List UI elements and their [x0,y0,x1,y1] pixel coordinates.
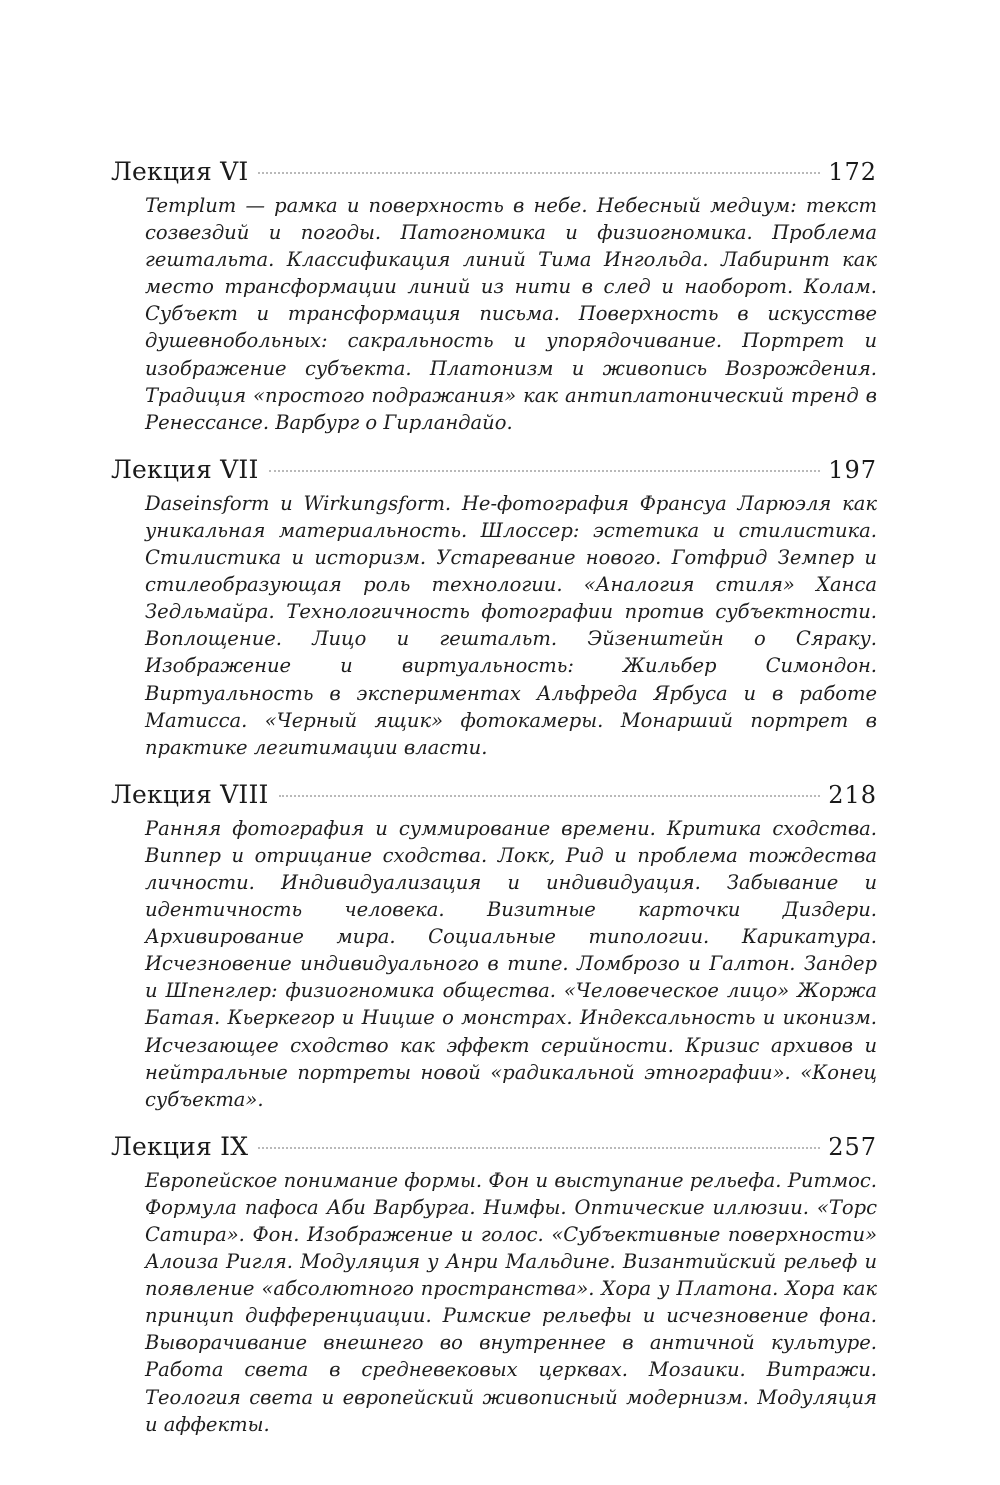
dot-leader [279,795,821,797]
lecture-title: Лекция IX [111,1131,249,1161]
lecture-title: Лекция VI [111,157,249,186]
lecture-title: Лекция VIII [111,779,269,809]
toc-entry-lecture-8 [111,775,877,1113]
table-of-contents [111,152,877,1452]
dot-leader [258,172,820,174]
lecture-summary: Daseinsform и Wirkungsform. Не-фотография Франсуа Ларюэля как уникальная материальность. Шлоссер: эстетика и стилистика. Стилистика и историзм. Устаревание нового. Готфрид Земпер и стилеобразующая роль технологии. «Аналогия стиля» Ханса Зедльмайра. Технологичность фотографии против субъектности. Воплощение. Лицо и гештальт. Эйзенштейн о Сяраку. Изображение и виртуальность: Жильбер Симондон. Виртуальность в экспериментах Альфреда Ярбуса и в работе Матисса. «Черный ящик» фотокамеры. Монарший портрет в практике легитимации власти. [145,491,877,759]
toc-entry-lecture-7 [111,450,877,761]
toc-entry-lecture-6 [111,152,877,436]
toc-entry-heading [111,450,877,490]
toc-entry-lecture-9 [111,1127,877,1438]
lecture-summary: Европейское понимание формы. Фон и выступание рельефа. Ритмос. Формула пафоса Аби Варбурга. Нимфы. Оптические иллюзии. «Торс Сатира». Фон. Изображение и голос. «Субъективные поверхности» Алоиза Ригля. Модуляция у Анри Мальдине. Византийский рельеф и появление «абсолютного пространства». Хора у Платона. Хора как принцип дифференциации. Римские рельефы и исчезновение фона. Выворачивание внешнего во внутреннее в античной культуре. Работа света в средневековых церквах. Мозаики. Витражи. Теология света и европейский живописный модернизм. Модуляция и аффекты. [145,1168,877,1436]
dot-leader [258,1147,820,1149]
page-number: 172 [828,158,877,186]
lecture-summary: Templum — рамка и поверхность в небе. Небесный медиум: текст созвездий и погоды. Патогномика и физиогномика. Проблема гештальта. Классификация линий Тима Ингольда. Лабиринт как место трансформации линий из нити в след и наоборот. Колам. Субъект и трансформация письма. Поверхность в искусстве душевнобольных: сакральность и упорядочивание. Портрет и изображение субъекта. Платонизм и живопись Возрождения. Традиция «простого подражания» как антиплатонический тренд в Ренессансе. Варбург о Гирландайо. [145,194,877,434]
page-number: 197 [828,455,877,484]
page-number: 218 [828,780,877,809]
dot-leader [269,470,821,472]
toc-entry-heading [111,775,877,815]
toc-entry-heading [111,152,877,192]
toc-entry-heading [111,1127,877,1167]
lecture-summary: Ранняя фотография и суммирование времени. Критика сходства. Виппер и отрицание сходства. Локк, Рид и проблема тождества личности. Индивидуализация и индивидуация. Забывание и идентичность человека. Визитные карточки Диздери. Архивирование мира. Социальные типологии. Карикатура. Исчезновение индивидуального в типе. Ломброзо и Галтон. Зандер и Шпенглер: физиогномика общества. «Человеческое лицо» Жоржа Батая. Кьеркегор и Ницше о монстрах. Индексальность и иконизм. Исчезающее сходство как эффект серийности. Кризис архивов и нейтральные портреты новой «радикальной этнографии». «Конец субъекта». [145,816,877,1111]
page-number: 257 [828,1132,877,1161]
lecture-title: Лекция VII [111,454,259,484]
